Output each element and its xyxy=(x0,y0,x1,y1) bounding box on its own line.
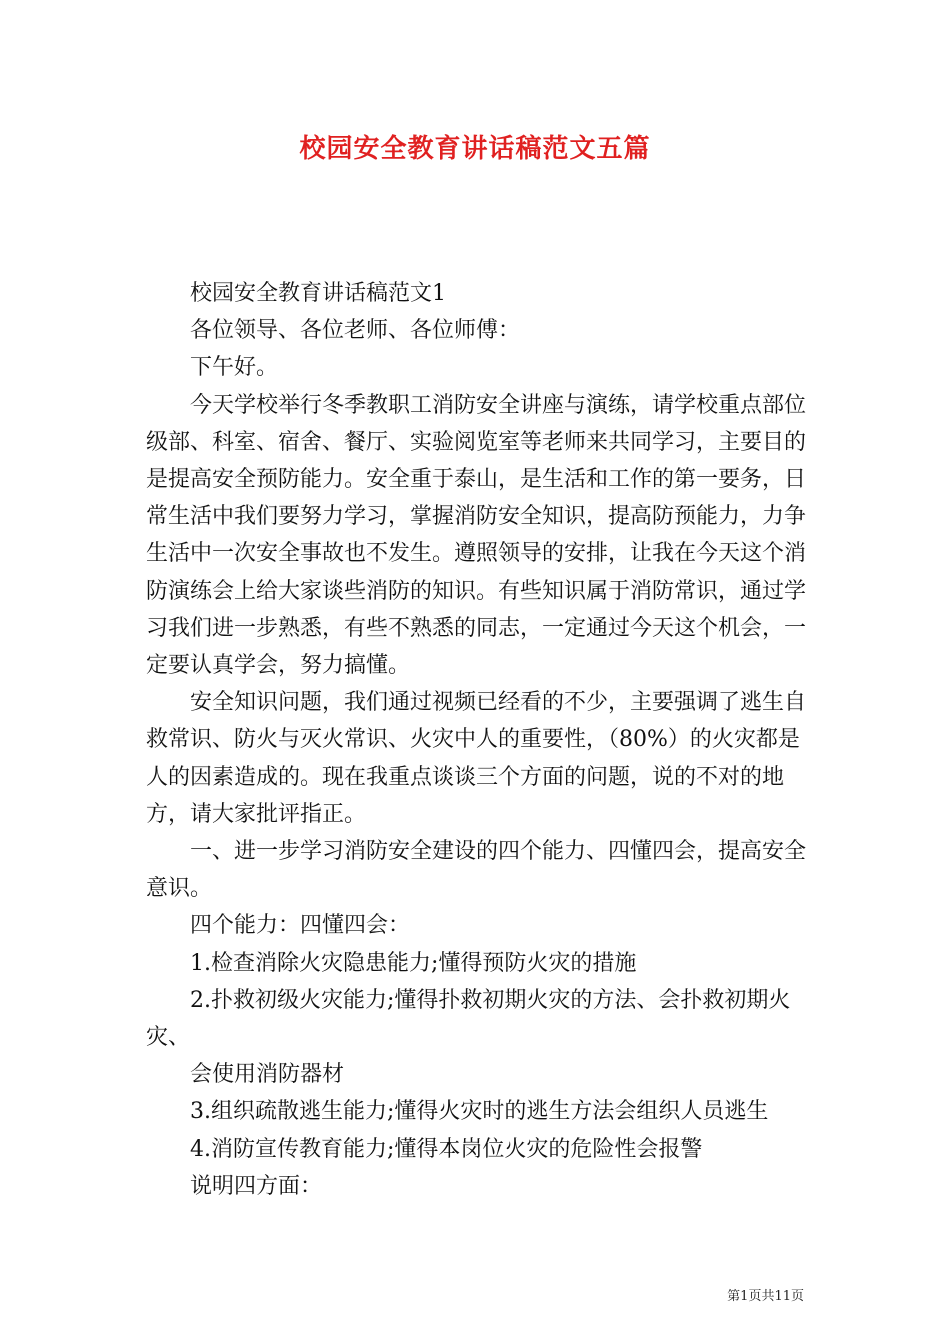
list-item-2: 2.扑救初级火灾能力;懂得扑救初期火灾的方法、会扑救初期火灾、 xyxy=(146,987,791,1051)
list-item-1: 1.检查消除火灾隐患能力;懂得预防火灾的措施 xyxy=(190,950,637,976)
paragraph-greeting: 下午好。 xyxy=(190,355,279,381)
paragraph-four-abilities: 四个能力：四懂四会： xyxy=(190,913,411,939)
paragraph-salutation: 各位领导、各位老师、各位师傅： xyxy=(190,318,521,344)
list-item-4: 4.消防宣传教育能力;懂得本岗位火灾的危险性会报警 xyxy=(190,1136,703,1162)
paragraph-heading: 校园安全教育讲话稿范文1 xyxy=(190,281,446,306)
list-item-3: 3.组织疏散逃生能力;懂得火灾时的逃生方法会组织人员逃生 xyxy=(190,1099,769,1125)
paragraph-four-aspects: 说明四方面： xyxy=(190,1173,323,1199)
document-title: 校园安全教育讲话稿范文五篇 xyxy=(299,134,651,164)
page-number: 第1页共11页 xyxy=(727,1289,804,1304)
document-body xyxy=(146,275,808,1205)
paragraph-section-one: 一、进一步学习消防安全建设的四个能力、四懂四会，提高安全意识。 xyxy=(146,839,807,902)
paragraph-intro: 今天学校举行冬季教职工消防安全讲座与演练，请学校重点部位级部、科室、宿舍、餐厅、实验阅览室等老师来共同学习，主要目的是提高安全预防能力。安全重于泰山，是生活和工作的第一要务，日常生活中我们要努力学习，掌握消防安全知识，提高防预能力，力争生活中一次安全事故也不发生。遵照领导的安排，让我在今天这个消防演练会上给大家谈些消防的知识。有些知识属于消防常识，通过学习我们进一步熟悉，有些不熟悉的同志，一定通过今天这个机会，一定要认真学会，努力搞懂。 xyxy=(146,392,807,679)
list-item-2-continued: 会使用消防器材 xyxy=(190,1062,345,1088)
paragraph-knowledge: 安全知识问题，我们通过视频已经看的不少，主要强调了逃生自救常识、防火与灭火常识、火灾中人的重要性，（80%）的火灾都是人的因素造成的。现在我重点谈谈三个方面的问题，说的不对的地方，请大家批评指正。 xyxy=(146,690,807,827)
